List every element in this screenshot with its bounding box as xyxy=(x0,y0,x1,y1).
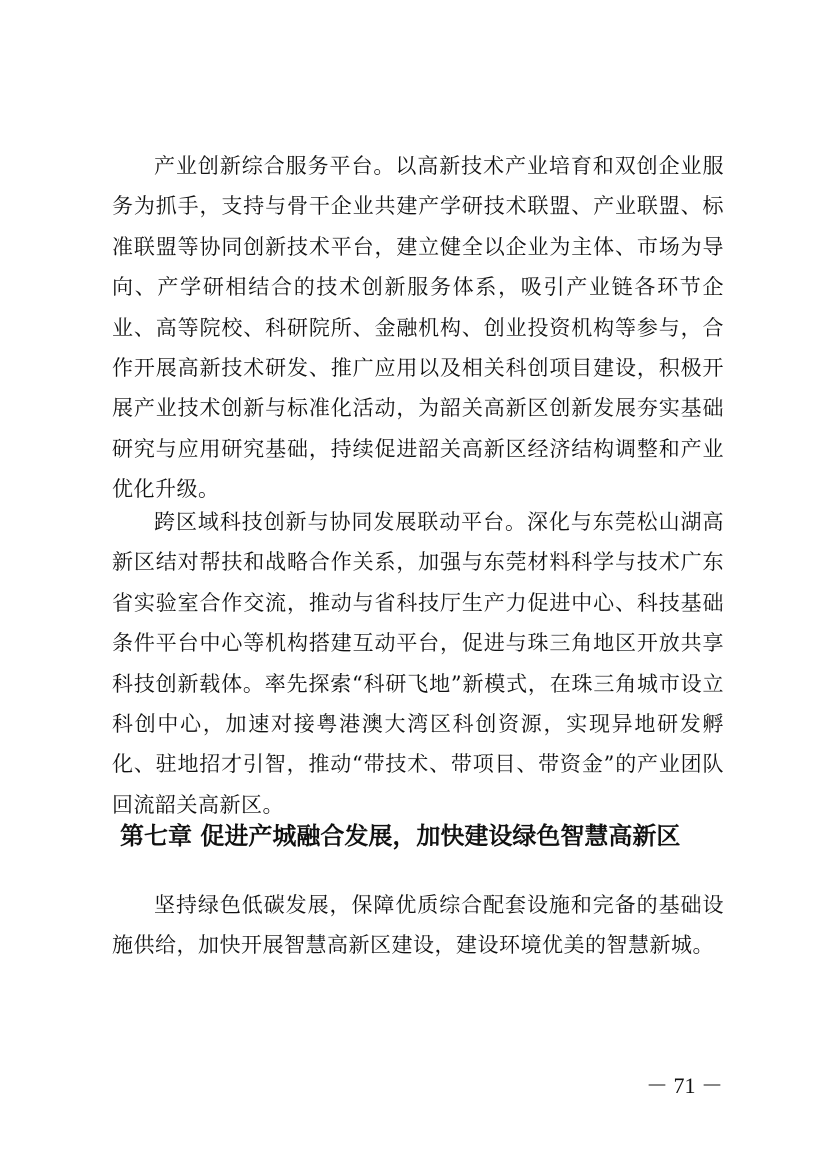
chapter-intro-paragraph: 坚持绿色低碳发展，保障优质综合配套设施和完备的基础设施供给，加快开展智慧高新区建设，建设环境优美的智慧新城。 xyxy=(112,893,724,958)
chapter-heading: 第七章 促进产城融合发展，加快建设绿色智慧高新区 xyxy=(120,821,681,850)
paragraph-cross-region-platform: 跨区域科技创新与协同发展联动平台。深化与东莞松山湖高新区结对帮扶和战略合作关系，加强与东莞材料科学与技术广东省实验室合作交流，推动与省科技厅生产力促进中心、科技基础条件平台中心等机构搭建互动平台，促进与珠三角地区开放共享科技创新载体。率先探索“科研飞地”新模式，在珠三角城市设立科创中心，加速对接粤港澳大湾区科创资源，实现异地研发孵化、驻地招才引智，推动“带技术、带项目、带资金”的产业团队回流韶关高新区。 xyxy=(112,510,724,817)
page-number: － 71 － xyxy=(645,1073,723,1098)
paragraph-industry-innovation-platform: 产业创新综合服务平台。以高新技术产业培育和双创企业服务为抓手，支持与骨干企业共建产学研技术联盟、产业联盟、标准联盟等协同创新技术平台，建立健全以企业为主体、市场为导向、产学研相结合的技术创新服务体系，吸引产业链各环节企业、高等院校、科研院所、金融机构、创业投资机构等参与，合作开展高新技术研发、推广应用以及相关科创项目建设，积极开展产业技术创新与标准化活动，为韶关高新区创新发展夯实基础研究与应用研究基础，持续促进韶关高新区经济结构调整和产业优化升级。 xyxy=(112,154,724,502)
